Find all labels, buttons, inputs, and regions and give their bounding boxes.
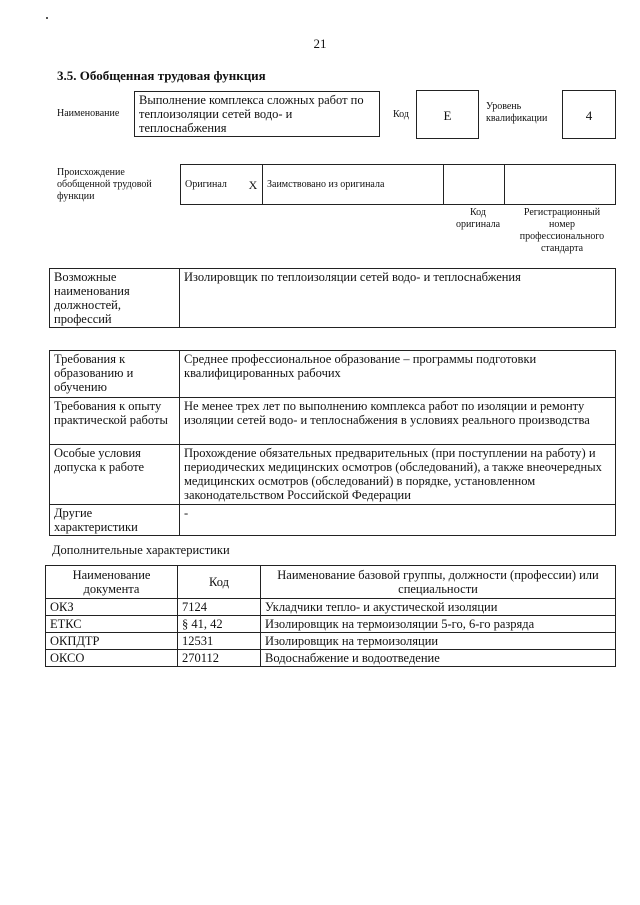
header-document: Наименование документа [46, 566, 178, 599]
requirement-label: Требования к образованию и обучению [50, 351, 180, 398]
requirement-value: - [180, 505, 616, 536]
original-mark: X [244, 165, 263, 205]
requirement-label: Другие характеристики [50, 505, 180, 536]
cell-code: 12531 [178, 633, 261, 650]
cell-document: ОКПДТР [46, 633, 178, 650]
positions-table [49, 268, 616, 328]
cell-code: 7124 [178, 599, 261, 616]
header-group: Наименование базовой группы, должности (профессии) или специальности [261, 566, 616, 599]
positions-label: Возможные наименования должностей, профессий [50, 269, 180, 328]
additional-title: Дополнительные характеристики [52, 543, 230, 557]
cell-group: Изолировщик на термоизоляции [261, 633, 616, 650]
registration-caption: Регистрационный номер профессионального стандарта [519, 207, 605, 254]
original-label: Оригинал [181, 165, 245, 205]
origin-code-cell [444, 165, 505, 205]
code-value-box [416, 90, 479, 139]
code-value: E [443, 108, 452, 123]
requirements-row [50, 398, 616, 445]
requirements-row [50, 351, 616, 398]
borrowed-label: Заимствовано из оригинала [263, 165, 444, 205]
registration-cell [505, 165, 616, 205]
origin-table [180, 164, 616, 205]
requirement-label: Особые условия допуска к работе [50, 445, 180, 505]
requirement-label: Требования к опыту практической работы [50, 398, 180, 445]
cell-code: 270112 [178, 650, 261, 667]
name-value-box [134, 91, 380, 137]
positions-value: Изолировщик по теплоизоляции сетей водо- и теплоснабжения [180, 269, 616, 328]
cell-document: ЕТКС [46, 616, 178, 633]
level-value-box [562, 90, 616, 139]
cell-group: Изолировщик на термоизоляции 5-го, 6-го разряда [261, 616, 616, 633]
cell-document: ОКЗ [46, 599, 178, 616]
cell-document: ОКСО [46, 650, 178, 667]
origin-code-caption: Код оригинала [455, 207, 501, 230]
scan-speck [46, 17, 48, 19]
name-value: Выполнение комплекса сложных работ по теплоизоляции сетей водо- и теплоснабжения [139, 93, 364, 135]
table-row [46, 616, 616, 633]
requirements-row [50, 445, 616, 505]
cell-group: Водоснабжение и водоотведение [261, 650, 616, 667]
code-label: Код [393, 109, 409, 120]
table-row [46, 633, 616, 650]
requirement-value: Среднее профессиональное образование – программы подготовки квалифицированных рабочих [180, 351, 616, 398]
name-label: Наименование [57, 108, 120, 119]
origin-label: Происхождение обобщенной трудовой функции [57, 167, 152, 202]
level-label: Уровень квалификации [486, 101, 548, 124]
table-row [46, 650, 616, 667]
cell-code: § 41, 42 [178, 616, 261, 633]
requirement-value: Прохождение обязательных предварительных (при поступлении на работу) и периодических медицинских осмотров (обследований), а также внеочередных медицинских осмотров (обследований) в порядке, установленном законодательством Российской Федерации [180, 445, 616, 505]
page-number: 21 [313, 36, 327, 51]
cell-group: Укладчики тепло- и акустической изоляции [261, 599, 616, 616]
table-row [46, 599, 616, 616]
additional-table [45, 565, 616, 667]
additional-header-row [46, 566, 616, 599]
requirement-value: Не менее трех лет по выполнению комплекса работ по изоляции и ремонту изоляции сетей водо- и теплоснабжения в условиях реального производства [180, 398, 616, 445]
section-heading: 3.5. Обобщенная трудовая функция [57, 68, 266, 83]
requirements-table [49, 350, 616, 536]
requirements-row [50, 505, 616, 536]
level-value: 4 [585, 108, 593, 123]
header-code: Код [178, 566, 261, 599]
